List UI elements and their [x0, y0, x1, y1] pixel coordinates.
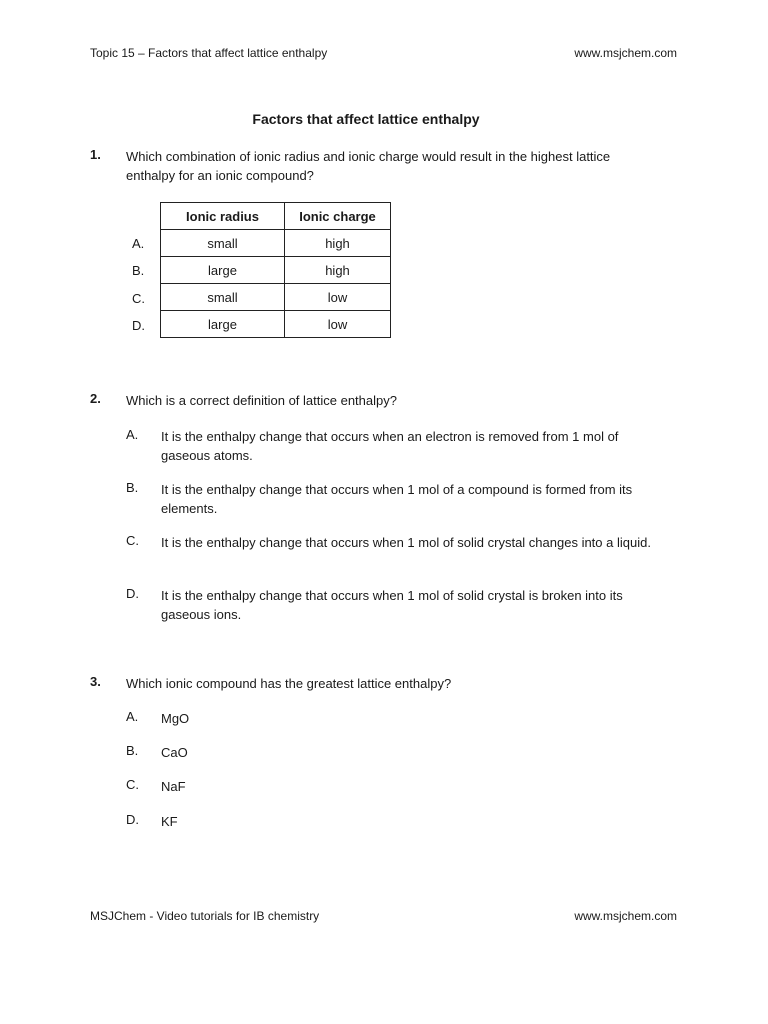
cell-radius: small [161, 230, 285, 257]
q3-option-b-letter: B. [126, 743, 139, 758]
table-row [161, 230, 391, 257]
table-header-row [161, 203, 391, 230]
cell-charge: high [285, 230, 391, 257]
q3-option-c-letter: C. [126, 777, 139, 792]
question-1-number: 1. [90, 147, 101, 162]
header-ionic-radius: Ionic radius [161, 203, 285, 230]
q3-option-b-text: CaO [161, 745, 188, 760]
q1-row-a-letter: A. [132, 236, 145, 251]
q3-option-a-letter: A. [126, 709, 139, 724]
cell-charge: low [285, 284, 391, 311]
question-1-text: Which combination of ionic radius and ionic charge would result in the highest lattice enthalpy for an ionic compound? [126, 149, 611, 183]
q2-option-b-text: It is the enthalpy change that occurs when 1 mol of a compound is formed from its elements. [161, 482, 633, 516]
q1-row-b-letter: B. [132, 263, 145, 278]
cell-charge: low [285, 311, 391, 338]
table-row [161, 311, 391, 338]
q2-option-a-letter: A. [126, 427, 139, 442]
question-3-number: 3. [90, 674, 101, 689]
q2-option-a-text: It is the enthalpy change that occurs when an electron is removed from 1 mol of gaseous atoms. [161, 429, 619, 463]
q3-option-c-text: NaF [161, 779, 186, 794]
cell-radius: large [161, 257, 285, 284]
cell-radius: small [161, 284, 285, 311]
table-row [161, 284, 391, 311]
q2-option-c-text: It is the enthalpy change that occurs when 1 mol of solid crystal changes into a liquid. [161, 535, 651, 550]
q2-option-d-letter: D. [126, 586, 139, 601]
q3-option-a-text: MgO [161, 711, 190, 726]
q2-option-d-text: It is the enthalpy change that occurs when 1 mol of solid crystal is broken into its gaseous ions. [161, 588, 623, 622]
cell-radius: large [161, 311, 285, 338]
header-ionic-charge: Ionic charge [285, 203, 391, 230]
header-website: www.msjchem.com [574, 46, 677, 60]
footer-website: www.msjchem.com [574, 909, 677, 923]
question-2-text: Which is a correct definition of lattice enthalpy? [126, 393, 397, 408]
question-2-number: 2. [90, 391, 101, 406]
q3-option-d-letter: D. [126, 812, 139, 827]
q1-row-c-letter: C. [132, 291, 145, 306]
header-topic: Topic 15 – Factors that affect lattice enthalpy [90, 46, 328, 60]
q1-options-table [160, 202, 391, 338]
q2-option-c-letter: C. [126, 533, 139, 548]
footer-tagline: MSJChem - Video tutorials for IB chemistry [90, 909, 320, 923]
table-row [161, 257, 391, 284]
cell-charge: high [285, 257, 391, 284]
q1-row-d-letter: D. [132, 318, 145, 333]
q3-option-d-text: KF [161, 814, 178, 829]
page-title: Factors that affect lattice enthalpy [252, 111, 480, 127]
question-3-text: Which ionic compound has the greatest lattice enthalpy? [126, 676, 452, 691]
q2-option-b-letter: B. [126, 480, 139, 495]
